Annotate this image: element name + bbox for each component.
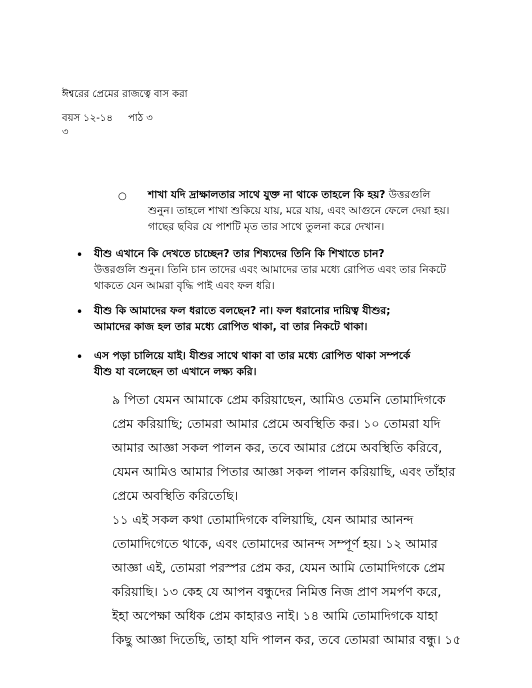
sub-item-line-2: শুনুন। তাহলে শাখা শুকিয়ে যায়, মরে যায়, এবং আগুনে ফেলে দেয়া হয়। [148,205,450,217]
scripture-line: প্রেম করিয়াছি; তোমরা আমার প্রেমে অবস্থিতি কর। ১০ তোমরা যদি [112,416,441,431]
scripture-line: করিয়াছি। ১৩ কেহ যে আপন বন্ধুদের নিমিত্ত নিজ প্রাণ সমর্পণ করে, [112,584,442,599]
sub-item-line-1 [148,187,430,203]
bullet-3-question-line-2: যীশু যা বলেছেন তা এখানে লক্ষ্য করি। [94,366,257,378]
sub-item-text-1: উত্তরগুলি [388,189,431,201]
bullet-marker: • [76,248,84,262]
scripture-line: কিছু আজ্ঞা দিতেছি, তাহা যদি পালন কর, তবে তোমরা আমার বন্ধু। ১৫ [112,632,461,647]
page-number: ৩ [62,127,69,138]
lesson-title: ঈশ্বরের প্রেমের রাজত্বে বাস করা [62,89,188,100]
bullet-marker: • [76,350,84,364]
scripture-line: প্রেমে অবস্থিতি করিতেছি। [112,488,239,503]
bullet-marker: • [76,305,84,319]
bullet-1-line-1: উত্তরগুলি শুনুন। তিনি চান তাদের এবং আমাদের তার মধ্যে রোপিত এবং তার নিকটে [94,264,446,276]
bullet-1-line-2: থাকতে যেন আমরা বৃদ্ধি পাই এবং ফল ধরি। [94,280,275,292]
circle-bullet-marker: ○ [118,191,127,202]
scripture-line: আজ্ঞা এই, তোমরা পরস্পর প্রেম কর, যেমন আমি তোমাদিগকে প্রেম [112,560,445,575]
bullet-3-question-line-1: এস পড়া চালিয়ে যাই। যীশুর সাথে থাকা বা তার মধ্যে রোপিত থাকা সম্পর্কে [94,350,411,362]
bullet-2-question-line-1: যীশু কি আমাদের ফল ধরাতে বলছেন? না। ফল ধরানোর দায়িত্ব যীশুর; [94,305,391,317]
scripture-line: ৯ পিতা যেমন আমাকে প্রেম করিয়াছেন, আমিও তেমনি তোমাদিগকে [112,392,446,407]
scripture-line: ইহা অপেক্ষা অধিক প্রেম কাহারও নাই। ১৪ আমি তোমাদিগকে যাহা [112,608,438,623]
scripture-line: তোমাদিগেতে থাকে, এবং তোমাদের আনন্দ সম্পূর্ণ হয়। ১২ আমার [112,536,438,551]
age-range: বয়স ১২-১৪ [62,113,113,124]
scripture-line: আমার আজ্ঞা সকল পালন কর, তবে আমার প্রেমে অবস্থিতি করিবে, [112,440,443,455]
lesson-number: পাঠ ৩ [128,113,153,124]
scripture-line: যেমন আমিও আমার পিতার আজ্ঞা সকল পালন করিয়াছি, এবং তাঁহার [112,464,456,479]
scripture-line: ১১ এই সকল কথা তোমাদিগকে বলিয়াছি, যেন আমার আনন্দ [112,512,414,527]
bullet-1-question: যীশু এখানে কি দেখতে চাচ্ছেন? তার শিষ্যদের তিনি কি শিখাতে চান? [94,248,385,260]
sub-item-line-3: গাছের ছবির যে পাশটি মৃত তার সাথে তুলনা করে দেখান। [148,221,385,233]
sub-item-question: শাখা যদি দ্রাক্ষালতার সাথে যুক্ত না থাকে তাহলে কি হয়? [148,189,386,201]
bullet-2-question-line-2: আমাদের কাজ হল তার মধ্যে রোপিত থাকা, বা তার নিকটে থাকা। [94,321,368,333]
